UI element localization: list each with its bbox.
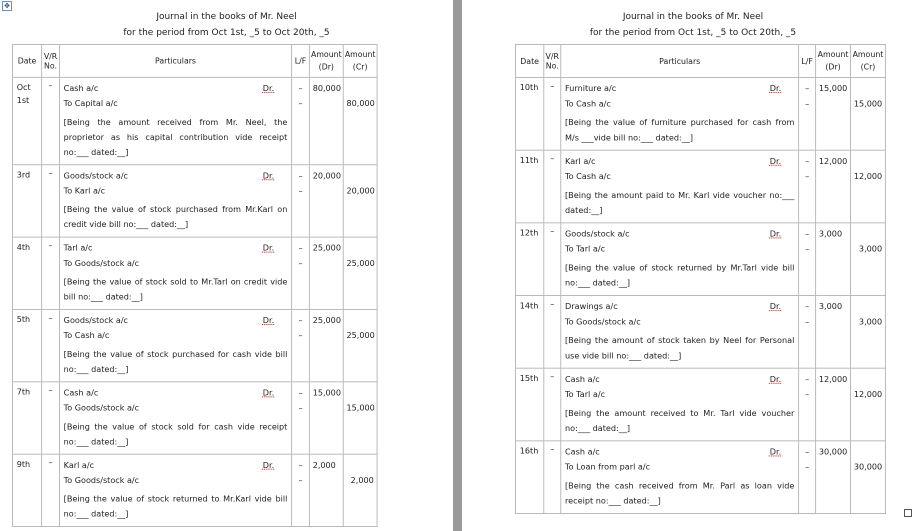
debit-account: Goods/stock a/c xyxy=(63,171,128,182)
lf-credit: – xyxy=(805,245,810,255)
amount-cr-value: 3,000 xyxy=(858,245,883,255)
amount-dr-value: 3,000 xyxy=(818,302,843,313)
debit-account: Cash a/c xyxy=(63,388,99,399)
amount-cr-unit: (Cr) xyxy=(860,61,876,72)
entry-date xyxy=(515,78,543,151)
lf-credit: – xyxy=(298,476,303,486)
entry-amount-cr xyxy=(343,309,377,381)
debit-line xyxy=(64,82,288,97)
amount-dr-label: Amount xyxy=(817,49,849,60)
entry-date xyxy=(12,165,41,237)
amount-dr-value: 80,000 xyxy=(312,84,341,94)
debit-marker: Dr. xyxy=(769,302,782,313)
debit-marker: Dr. xyxy=(769,157,782,167)
amount-cr-spacer xyxy=(347,314,374,329)
amount-cr-spacer xyxy=(854,300,882,315)
lf-debit: – xyxy=(298,244,303,254)
amount-dr-value: 30,000 xyxy=(818,447,848,458)
narration: [Being the amount received to Mr. Tarl vide voucher no:___ dated:__] xyxy=(565,409,795,434)
entry-lf xyxy=(799,78,816,151)
debit-line xyxy=(64,241,288,256)
entry-date xyxy=(515,441,543,514)
debit-marker: Dr. xyxy=(769,84,782,95)
entry-amount-dr xyxy=(816,223,851,296)
entry-lf xyxy=(292,237,310,309)
debit-account: Cash a/c xyxy=(565,375,600,385)
amount-dr-value: 15,000 xyxy=(312,388,341,399)
journal-period: for the period from Oct 1st, _5 to Oct 20th, _5 xyxy=(589,28,797,38)
credit-account: To Karl a/c xyxy=(63,186,106,197)
debit-marker: Dr. xyxy=(262,244,275,254)
entry-particulars xyxy=(561,223,799,296)
entry-date xyxy=(515,223,543,296)
document-page-right xyxy=(462,0,924,531)
entry-particulars xyxy=(59,237,291,309)
entry-date xyxy=(12,237,41,309)
debit-line xyxy=(565,82,794,97)
amount-dr-unit: (Dr) xyxy=(318,61,334,72)
debit-line xyxy=(565,154,794,169)
credit-account: To Cash a/c xyxy=(63,331,110,341)
amount-dr-value: 2,000 xyxy=(312,461,336,471)
amount-cr-value: 15,000 xyxy=(853,99,883,110)
credit-line xyxy=(64,401,288,416)
journal-entry-row xyxy=(515,78,885,151)
debit-line xyxy=(565,372,794,387)
entry-date-main: 10th xyxy=(519,83,539,94)
debit-account: Karl a/c xyxy=(565,157,596,167)
entry-lf xyxy=(799,368,816,441)
entry-vr: – xyxy=(42,77,60,164)
col-lf-header: L/F xyxy=(292,44,310,77)
debit-marker: Dr. xyxy=(262,171,275,182)
entry-amount-cr xyxy=(851,150,886,223)
amount-cr-label: Amount xyxy=(852,49,884,60)
lf-credit: – xyxy=(805,172,810,182)
entry-lf xyxy=(292,77,310,164)
narration: [Being the value of stock returned by Mr.Tarl vide bill no:___ dated:__] xyxy=(565,263,795,289)
amount-cr-value: 30,000 xyxy=(853,463,883,473)
narration: [Being the amount paid to Mr. Karl vide voucher no:___ dated:__] xyxy=(565,191,795,216)
entry-particulars xyxy=(561,296,799,369)
debit-marker: Dr. xyxy=(262,461,275,471)
journal-entry-row xyxy=(12,237,377,309)
entry-vr: – xyxy=(544,223,561,296)
amount-cr-spacer xyxy=(854,82,882,97)
amount-cr-spacer xyxy=(854,372,882,387)
entry-particulars xyxy=(59,77,291,164)
entry-particulars xyxy=(59,382,291,454)
document-page-left xyxy=(0,0,453,531)
credit-line xyxy=(565,242,794,257)
entry-date-main: Oct xyxy=(16,83,31,93)
narration: [Being the cash received from Mr. Parl as loan vide receipt no:___ dated:__] xyxy=(565,481,795,507)
lf-debit: – xyxy=(805,157,810,167)
amount-cr-value: 25,000 xyxy=(346,259,375,269)
entry-amount-cr xyxy=(851,441,886,514)
amount-cr-spacer xyxy=(347,458,374,473)
debit-line xyxy=(565,300,794,315)
entry-date-main: 3rd xyxy=(16,170,31,181)
table-resize-handle-icon[interactable] xyxy=(904,509,912,517)
amount-cr-spacer xyxy=(347,386,374,401)
lf-credit: – xyxy=(805,390,810,400)
journal-entry-row xyxy=(515,296,885,369)
credit-line xyxy=(565,315,794,330)
debit-account: Furniture a/c xyxy=(565,84,617,95)
debit-line xyxy=(64,458,288,473)
debit-marker: Dr. xyxy=(262,84,275,94)
entry-amount-dr xyxy=(309,165,343,237)
entry-particulars xyxy=(561,368,799,441)
entry-particulars xyxy=(59,454,291,526)
debit-account: Drawings a/c xyxy=(565,302,618,313)
entry-vr: – xyxy=(544,296,561,369)
credit-account: To Goods/stock a/c xyxy=(565,317,641,328)
entry-vr: – xyxy=(42,454,60,526)
amount-cr-spacer xyxy=(854,154,882,169)
entry-date xyxy=(12,77,41,164)
table-header-row xyxy=(515,44,885,77)
col-amount-cr-header xyxy=(343,44,377,77)
col-date-header: Date xyxy=(515,44,543,77)
narration: [Being the value of stock sold for cash vide receipt no:___ dated:__] xyxy=(63,422,288,448)
entry-date xyxy=(515,150,543,223)
entry-date-main: 12th xyxy=(519,228,539,239)
amount-dr-value: 3,000 xyxy=(818,229,843,240)
journal-entry-row xyxy=(12,165,377,237)
entry-amount-cr xyxy=(343,454,377,526)
entry-amount-cr xyxy=(343,77,377,164)
lf-debit: – xyxy=(805,84,810,95)
col-particulars-header: Particulars xyxy=(561,44,799,77)
lf-credit: – xyxy=(298,186,303,197)
credit-account: To Loan from parl a/c xyxy=(565,463,651,473)
entry-amount-dr xyxy=(309,454,343,526)
credit-line xyxy=(565,460,794,475)
amount-cr-value: 20,000 xyxy=(346,186,375,197)
lf-debit: – xyxy=(805,302,810,313)
entry-amount-dr xyxy=(816,78,851,151)
entry-lf xyxy=(799,150,816,223)
journal-title: Journal in the books of Mr. Neel xyxy=(622,12,764,22)
debit-account: Tarl a/c xyxy=(63,244,93,254)
journal-entry-row xyxy=(12,77,377,164)
lf-debit: – xyxy=(805,375,810,385)
entry-vr: – xyxy=(42,309,60,381)
entry-amount-cr xyxy=(851,368,886,441)
credit-account: To Cash a/c xyxy=(565,99,611,110)
narration: [Being the value of stock returned to Mr.Karl vide bill no:___ dated:__] xyxy=(63,495,288,520)
lf-credit: – xyxy=(298,403,303,414)
entry-vr: – xyxy=(544,150,561,223)
amount-cr-value: 12,000 xyxy=(853,390,883,400)
amount-cr-value: 3,000 xyxy=(858,317,883,328)
entry-date xyxy=(12,309,41,381)
col-amount-dr-header xyxy=(309,44,343,77)
debit-account: Goods/stock a/c xyxy=(565,229,630,240)
entry-vr: – xyxy=(544,78,561,151)
entry-vr: – xyxy=(42,382,60,454)
entry-amount-dr xyxy=(816,296,851,369)
amount-cr-spacer xyxy=(854,445,882,460)
entry-lf xyxy=(292,165,310,237)
lf-debit: – xyxy=(298,388,303,399)
amount-cr-value: 12,000 xyxy=(853,172,883,182)
entry-amount-dr xyxy=(309,309,343,381)
entry-amount-cr xyxy=(851,78,886,151)
col-lf-header: L/F xyxy=(799,44,816,77)
credit-account: To Cash a/c xyxy=(565,172,611,182)
credit-line xyxy=(565,388,794,403)
entry-amount-dr xyxy=(816,368,851,441)
entry-date-day: 1st xyxy=(16,96,30,107)
table-move-handle-icon[interactable]: ✥ xyxy=(2,1,12,11)
entry-date-main: 16th xyxy=(519,446,539,457)
credit-line xyxy=(565,170,794,185)
amount-cr-spacer xyxy=(347,169,374,184)
lf-credit: – xyxy=(298,259,303,269)
journal-entry-row xyxy=(515,223,885,296)
amount-cr-value: 25,000 xyxy=(346,331,375,341)
entry-date-main: 14th xyxy=(519,301,539,312)
credit-line xyxy=(64,184,288,199)
debit-line xyxy=(565,227,794,242)
journal-table-left xyxy=(12,44,378,527)
amount-dr-value: 25,000 xyxy=(312,244,341,254)
amount-cr-spacer xyxy=(347,82,374,97)
entry-lf xyxy=(292,382,310,454)
entry-amount-dr xyxy=(309,77,343,164)
amount-dr-value: 20,000 xyxy=(312,171,341,182)
debit-line xyxy=(64,169,288,184)
journal-table-right xyxy=(515,44,886,514)
amount-cr-label: Amount xyxy=(344,49,376,60)
entry-lf xyxy=(799,296,816,369)
entry-particulars xyxy=(59,309,291,381)
credit-line xyxy=(64,256,288,271)
entry-particulars xyxy=(561,150,799,223)
entry-lf xyxy=(799,441,816,514)
entry-date xyxy=(515,368,543,441)
credit-account: To Tarl a/c xyxy=(565,245,606,255)
debit-marker: Dr. xyxy=(769,229,782,240)
col-vr-header: V/R No. xyxy=(544,44,561,77)
narration: [Being the value of stock sold to Mr.Tarl on credit vide bill no:___ dated:__] xyxy=(63,277,288,303)
credit-account: To Goods/stock a/c xyxy=(63,403,140,414)
entry-lf xyxy=(292,454,310,526)
lf-debit: – xyxy=(805,447,810,458)
entry-date-main: 5th xyxy=(16,315,31,325)
table-header-row xyxy=(12,44,377,77)
amount-cr-value: 2,000 xyxy=(350,476,374,486)
credit-line xyxy=(64,329,288,344)
entry-amount-dr xyxy=(816,441,851,514)
lf-debit: – xyxy=(298,316,303,326)
lf-credit: – xyxy=(805,317,810,328)
debit-marker: Dr. xyxy=(262,388,275,399)
col-particulars-header: Particulars xyxy=(59,44,291,77)
entry-vr: – xyxy=(544,441,561,514)
debit-marker: Dr. xyxy=(769,447,782,458)
entry-date xyxy=(12,454,41,526)
entry-particulars xyxy=(561,78,799,151)
credit-line xyxy=(565,97,794,112)
entry-vr: – xyxy=(544,368,561,441)
lf-debit: – xyxy=(298,171,303,182)
col-vr-header: V/R No. xyxy=(42,44,60,77)
entry-date-main: 7th xyxy=(16,387,31,398)
debit-account: Cash a/c xyxy=(565,447,600,458)
entry-date-main: 15th xyxy=(519,374,539,384)
lf-debit: – xyxy=(298,461,303,471)
amount-dr-value: 12,000 xyxy=(818,157,848,167)
credit-account: To Goods/stock a/c xyxy=(63,476,140,486)
amount-dr-unit: (Dr) xyxy=(825,61,841,72)
entry-amount-cr xyxy=(851,296,886,369)
entry-amount-cr xyxy=(343,165,377,237)
entry-amount-dr xyxy=(309,237,343,309)
entry-date-main: 9th xyxy=(16,460,31,470)
lf-credit: – xyxy=(805,463,810,473)
credit-account: To Goods/stock a/c xyxy=(63,259,140,269)
entry-vr: – xyxy=(42,165,60,237)
entry-date xyxy=(12,382,41,454)
journal-entry-row xyxy=(12,454,377,526)
amount-dr-value: 15,000 xyxy=(818,84,848,95)
journal-entry-row xyxy=(12,309,377,381)
entry-amount-dr xyxy=(816,150,851,223)
entry-lf xyxy=(799,223,816,296)
narration: [Being the amount received from Mr. Neel, the proprietor as his capital contribution vide receipt no:___ dated:__] xyxy=(63,118,288,158)
entry-date-main: 4th xyxy=(16,243,31,253)
lf-debit: – xyxy=(805,229,810,240)
lf-credit: – xyxy=(805,99,810,110)
journal-title: Journal in the books of Mr. Neel xyxy=(156,12,297,22)
journal-entry-row xyxy=(515,368,885,441)
amount-cr-spacer xyxy=(854,227,882,242)
lf-credit: – xyxy=(298,99,303,109)
narration: [Being the value of stock purchased for cash vide bill no:___ dated:__] xyxy=(63,350,288,375)
credit-account: To Tarl a/c xyxy=(565,390,606,400)
debit-account: Karl a/c xyxy=(63,461,95,471)
journal-entry-row xyxy=(515,150,885,223)
debit-line xyxy=(565,445,794,460)
entry-amount-dr xyxy=(309,382,343,454)
debit-line xyxy=(64,314,288,329)
amount-cr-value: 80,000 xyxy=(346,99,375,109)
debit-line xyxy=(64,386,288,401)
debit-marker: Dr. xyxy=(769,375,782,385)
narration: [Being the amount of stock taken by Neel for Personal use vide bill no:___ dated:__] xyxy=(565,336,795,362)
amount-cr-unit: (Cr) xyxy=(352,61,368,72)
narration: [Being the value of stock purchased from Mr.Karl on credit vide bill no:___ dated:__] xyxy=(63,205,288,231)
col-amount-cr-header xyxy=(851,44,886,77)
entry-particulars xyxy=(561,441,799,514)
journal-entry-row xyxy=(515,441,885,514)
lf-credit: – xyxy=(298,331,303,341)
journal-period: for the period from Oct 1st, _5 to Oct 20th, _5 xyxy=(123,28,330,38)
entry-particulars xyxy=(59,165,291,237)
entry-date-main: 11th xyxy=(519,156,539,166)
credit-line xyxy=(64,473,288,488)
entry-amount-cr xyxy=(343,237,377,309)
amount-dr-value: 25,000 xyxy=(312,316,341,326)
amount-cr-value: 15,000 xyxy=(346,403,375,414)
entry-amount-cr xyxy=(851,223,886,296)
credit-line xyxy=(64,97,288,112)
credit-account: To Capital a/c xyxy=(63,99,118,109)
page-gutter xyxy=(453,0,462,531)
entry-amount-cr xyxy=(343,382,377,454)
amount-cr-spacer xyxy=(347,241,374,256)
entry-date xyxy=(515,296,543,369)
amount-dr-value: 12,000 xyxy=(818,375,848,385)
debit-marker: Dr. xyxy=(262,316,275,326)
amount-dr-label: Amount xyxy=(310,49,342,60)
entry-vr: – xyxy=(42,237,60,309)
journal-entry-row xyxy=(12,382,377,454)
col-amount-dr-header xyxy=(816,44,851,77)
debit-account: Cash a/c xyxy=(63,84,99,94)
debit-account: Goods/stock a/c xyxy=(63,316,128,326)
entry-lf xyxy=(292,309,310,381)
lf-debit: – xyxy=(298,84,303,94)
col-date-header: Date xyxy=(12,44,41,77)
narration: [Being the value of furniture purchased for cash from M/s ___vide bill no:___ dated:__] xyxy=(565,118,795,144)
